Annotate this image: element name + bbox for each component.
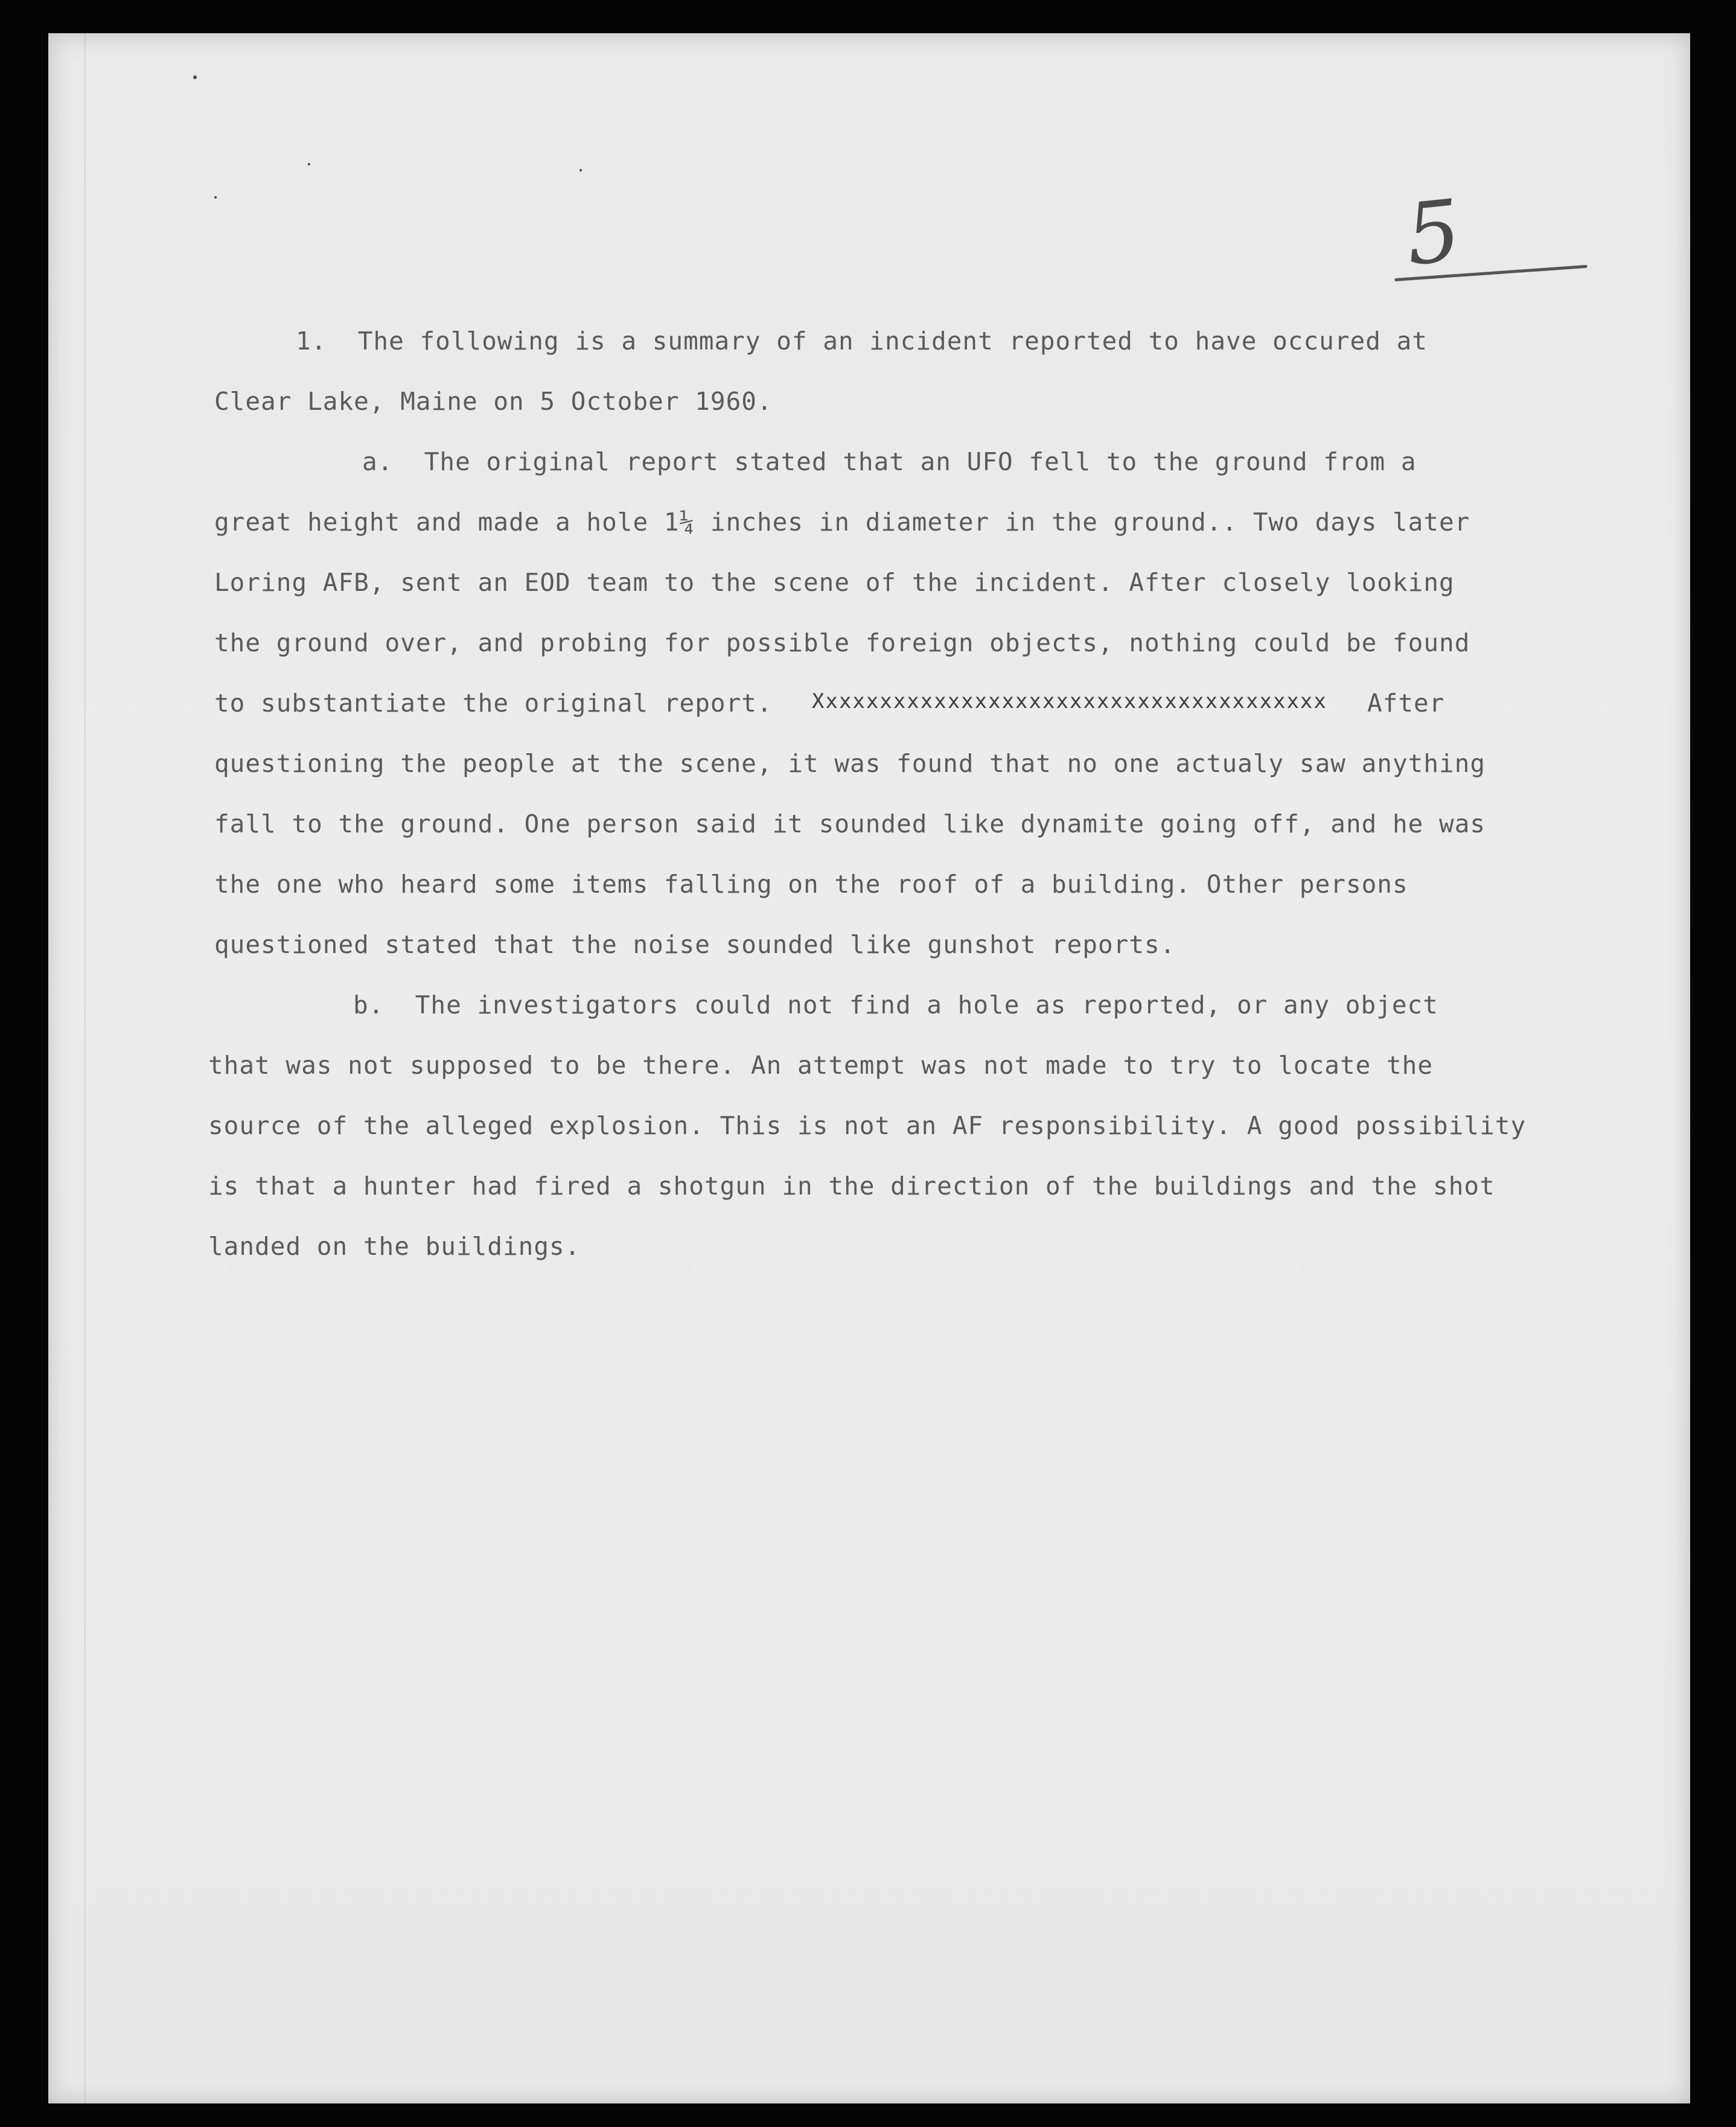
text-line: fall to the ground. One person said it sounded like dynamite going off, and he was [214,809,1486,838]
text-line: the one who heard some items falling on the roof of a building. Other persons [214,870,1408,899]
text-line: that was not supposed to be there. An attempt was not made to try to locate the [208,1051,1434,1080]
text-line: 1. The following is a summary of an incident reported to have occured at [296,327,1428,356]
dust-speck [579,169,582,171]
page-edge-line [85,33,86,2103]
text-line: landed on the buildings. [208,1232,581,1261]
text-line: is that a hunter had fired a shotgun in the direction of the buildings and the shot [208,1172,1495,1201]
text-line: b. The investigators could not find a hole as reported, or any object [353,990,1438,1019]
document-page [48,33,1690,2103]
text-line: Clear Lake, Maine on 5 October 1960. [214,387,773,416]
text-line: questioning the people at the scene, it was found that no one actualy saw anything [214,749,1486,778]
text-line: the ground over, and probing for possible foreign objects, nothing could be found [214,628,1470,657]
text-line: great height and made a hole 1¼ inches in diameter in the ground.. Two days later [214,508,1470,537]
struck-out-text: Xxxxxxxxxxxxxxxxxxxxxxxxxxxxxxxxxxxxxx [812,689,1327,713]
text-line: to substantiate the original report. [214,689,773,718]
text-line: After [1367,689,1445,718]
dust-speck [193,75,197,79]
text-line: questioned stated that the noise sounded like gunshot reports. [214,930,1176,959]
handwritten-page-number: 5 [1401,181,1466,285]
text-line: a. The original report stated that an UFO fell to the ground from a [362,447,1417,476]
dust-speck [214,196,217,199]
text-line: Loring AFB, sent an EOD team to the scene of the incident. After closely looking [214,568,1455,597]
dust-speck [308,163,310,165]
text-line: source of the alleged explosion. This is not an AF responsibility. A good possibility [208,1111,1527,1140]
